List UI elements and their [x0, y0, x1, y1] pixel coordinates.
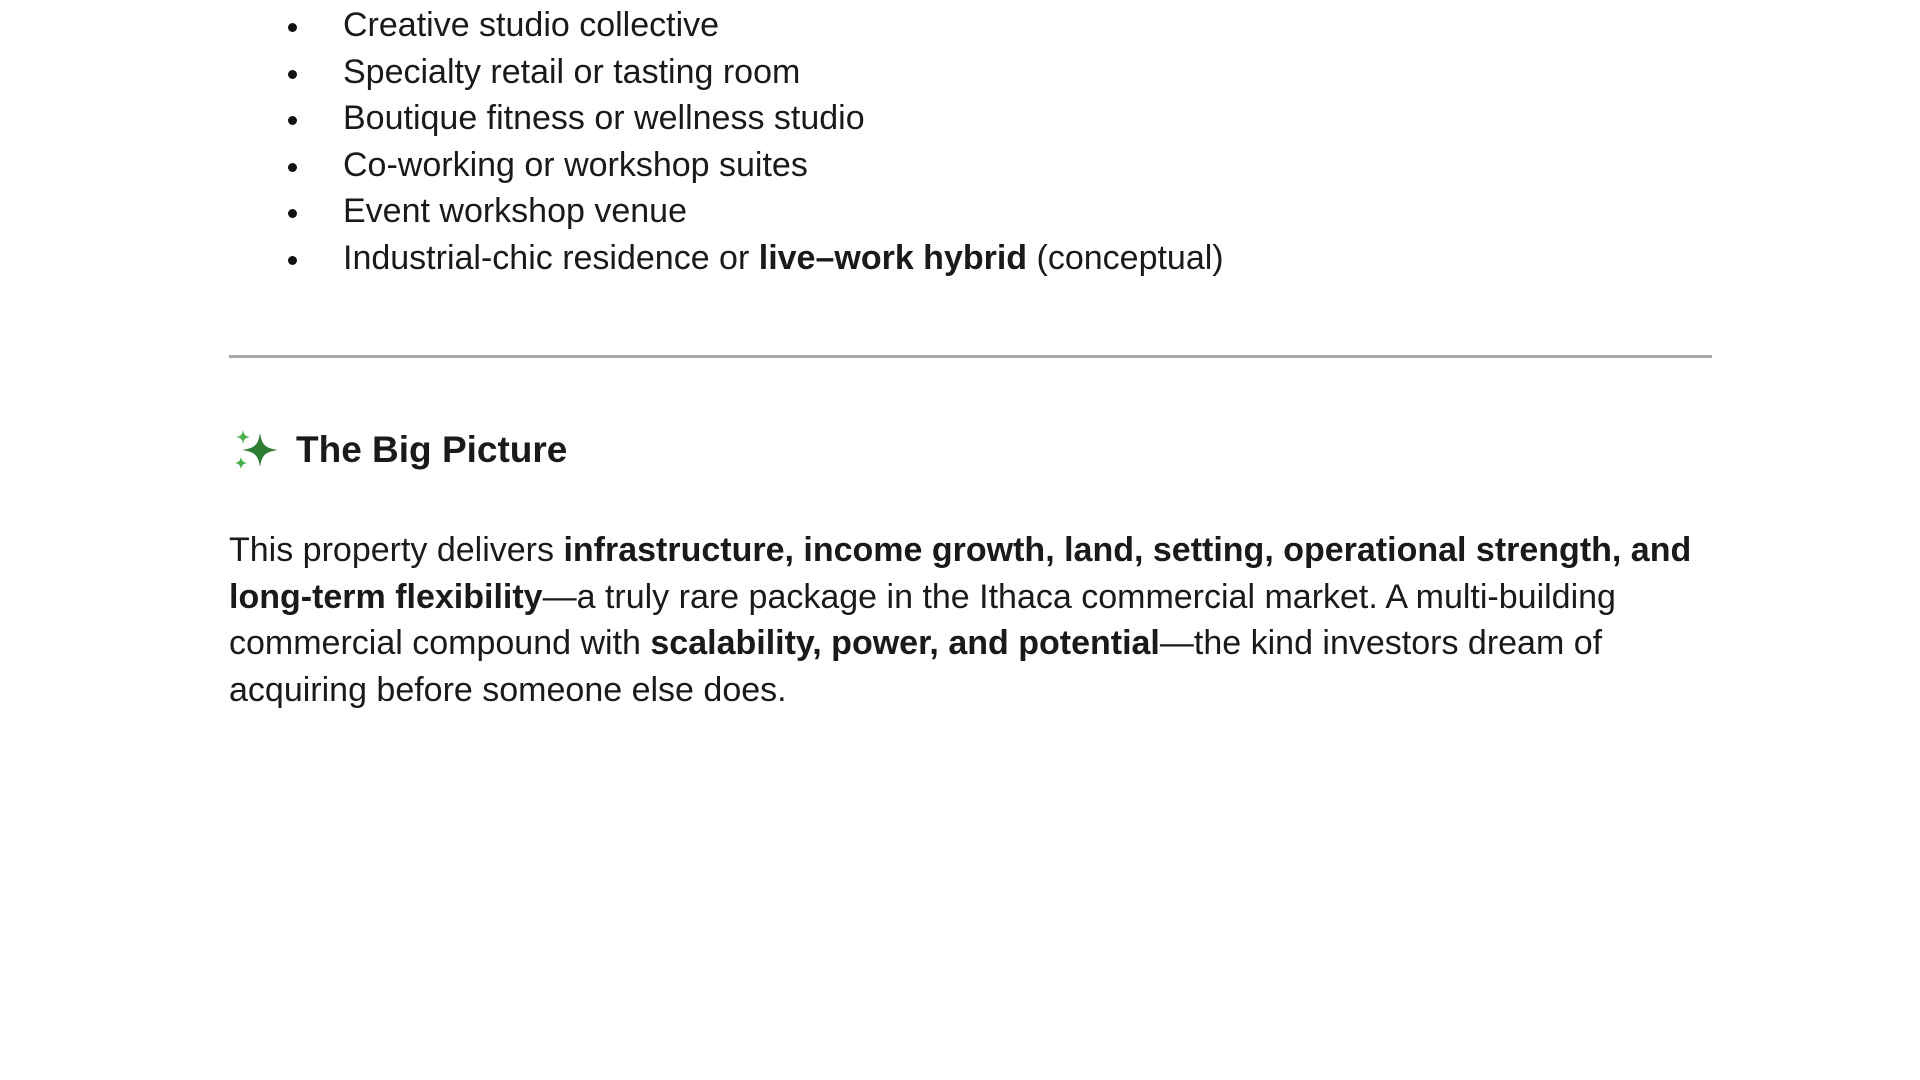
bullet-dot-icon	[288, 116, 297, 125]
text-run: Co-working or workshop suites	[343, 145, 808, 184]
bullet-dot-icon	[288, 256, 297, 265]
text-run: Specialty retail or tasting room	[343, 52, 801, 91]
list-item	[286, 188, 1224, 235]
big-picture-paragraph	[229, 527, 1719, 713]
bullet-dot-icon	[288, 209, 297, 218]
section-title: The Big Picture	[296, 429, 568, 470]
list-item	[286, 142, 1224, 189]
bullet-dot-icon	[288, 163, 297, 172]
bold-text-run: infrastructure, income growth, land, setting, operational strength, and long-term flexibility	[229, 531, 1692, 616]
use-case-bullet-list	[286, 2, 1224, 281]
list-item	[286, 2, 1224, 49]
bullet-dot-icon	[288, 70, 297, 79]
bold-text-run: scalability, power, and potential	[650, 624, 1160, 662]
text-run: (conceptual)	[1027, 238, 1224, 277]
text-run: —a truly rare package in the Ithaca commercial market. A multi-building commercial compound with	[229, 577, 1616, 662]
bold-text-run: live–work hybrid	[758, 238, 1028, 277]
text-run: Boutique fitness or wellness studio	[343, 99, 865, 137]
list-item	[286, 49, 1224, 96]
text-run: Creative studio collective	[343, 6, 720, 44]
text-run: Event workshop venue	[343, 192, 687, 230]
text-run: This property delivers	[229, 531, 564, 569]
section-heading	[232, 424, 567, 476]
text-run: Industrial-chic residence or	[343, 238, 759, 277]
horizontal-divider	[229, 355, 1712, 358]
list-item	[286, 235, 1224, 282]
sparkles-icon	[232, 427, 282, 473]
text-run: —the kind investors dream of acquiring before someone else does.	[229, 624, 1603, 709]
list-item	[286, 95, 1224, 142]
bullet-dot-icon	[288, 23, 297, 32]
